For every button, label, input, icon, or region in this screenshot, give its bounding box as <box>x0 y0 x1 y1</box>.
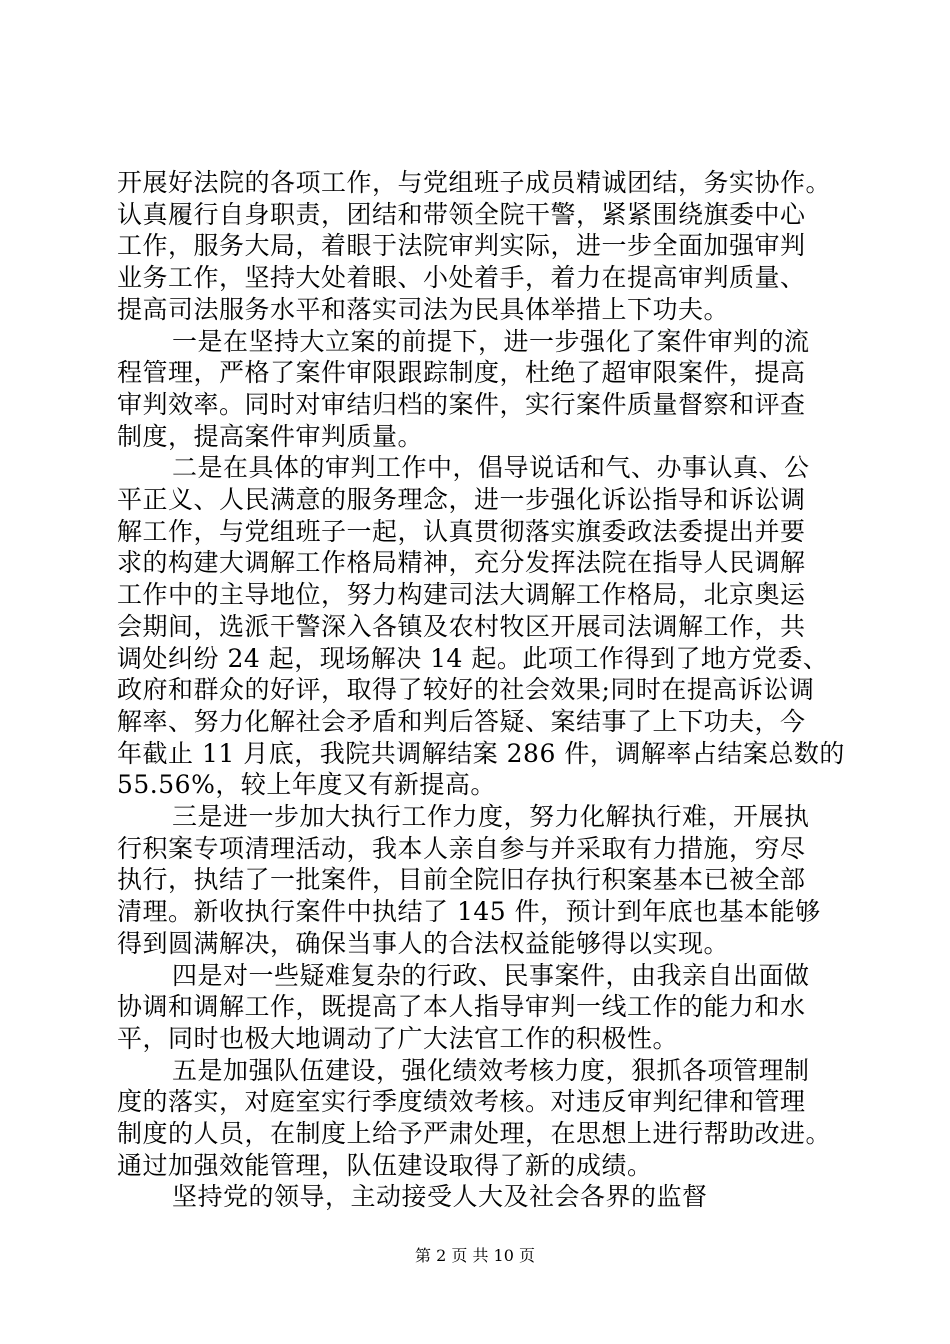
page-number: 第 2 页 共 10 页 <box>415 1246 535 1265</box>
text-line: 平，同时也极大地调动了广大法官工作的积极性。 <box>117 1023 679 1053</box>
text-line: 解工作，与党组班子一起，认真贯彻落实旗委政法委提出并要 <box>117 516 806 546</box>
paragraph-first-line: 二是在具体的审判工作中，倡导说话和气、办事认真、公 <box>172 453 810 483</box>
text-line: 开展好法院的各项工作，与党组班子成员精诚团结，务实协作。 <box>117 168 832 197</box>
text-line: 审判效率。同时对审结归档的案件，实行案件质量督察和评查 <box>117 389 806 419</box>
paragraph-first-line: 坚持党的领导，主动接受人大及社会各界的监督 <box>172 1182 708 1212</box>
text-line: 平正义、人民满意的服务理念，进一步强化诉讼指导和诉讼调 <box>117 485 806 514</box>
text-line: 通过加强效能管理，队伍建设取得了新的成绩。 <box>117 1150 653 1180</box>
text-line: 业务工作，坚持大处着眼、小处着手，着力在提高审判质量、 <box>117 263 806 293</box>
paragraph-first-line: 四是对一些疑难复杂的行政、民事案件，由我亲自出面做 <box>172 960 810 990</box>
text-line: 行积案专项清理活动，我本人亲自参与并采取有力措施，穷尽 <box>117 833 806 863</box>
text-line: 程管理，严格了案件审限跟踪制度，杜绝了超审限案件，提高 <box>117 358 806 388</box>
paragraph-first-line: 五是加强队伍建设，强化绩效考核力度，狠抓各项管理制 <box>172 1055 810 1085</box>
paragraph-first-line: 三是进一步加大执行工作力度，努力化解执行难，开展执 <box>172 802 810 831</box>
text-line: 工作中的主导地位，努力构建司法大调解工作格局，北京奥运 <box>117 580 806 610</box>
text-line: 清理。新收执行案件中执结了 145 件，预计到年底也基本能够 <box>117 897 821 927</box>
text-line: 年截止 11 月底，我院共调解结案 286 件，调解率占结案总数的 <box>117 738 845 768</box>
text-line: 55.56%，较上年度又有新提高。 <box>117 770 496 800</box>
text-line: 求的构建大调解工作格局精神，充分发挥法院在指导人民调解 <box>117 548 806 578</box>
text-line: 提高司法服务水平和落实司法为民具体举措上下功夫。 <box>117 294 730 324</box>
text-line: 制度的人员，在制度上给予严肃处理，在思想上进行帮助改进。 <box>117 1119 832 1148</box>
text-line: 调处纠纷 24 起，现场解决 14 起。此项工作得到了地方党委、 <box>117 643 829 673</box>
text-line: 政府和群众的好评，取得了较好的社会效果;同时在提高诉讼调 <box>117 675 815 705</box>
paragraph-first-line: 一是在坚持大立案的前提下，进一步强化了案件审判的流 <box>172 326 810 356</box>
text-line: 制度，提高案件审判质量。 <box>117 421 424 451</box>
text-line: 认真履行自身职责，团结和带领全院干警，紧紧围绕旗委中心 <box>117 199 806 229</box>
text-line: 执行，执结了一批案件，目前全院旧存执行积案基本已被全部 <box>117 865 806 895</box>
text-line: 解率、努力化解社会矛盾和判后答疑、案结事了上下功夫，今 <box>117 706 806 736</box>
text-line: 协调和调解工作，既提高了本人指导审判一线工作的能力和水 <box>117 992 806 1022</box>
text-line: 会期间，选派干警深入各镇及农村牧区开展司法调解工作，共 <box>117 611 806 641</box>
text-line: 度的落实，对庭室实行季度绩效考核。对违反审判纪律和管理 <box>117 1087 806 1117</box>
text-line: 得到圆满解决，确保当事人的合法权益能够得以实现。 <box>117 928 730 958</box>
text-line: 工作，服务大局，着眼于法院审判实际，进一步全面加强审判 <box>117 231 806 261</box>
